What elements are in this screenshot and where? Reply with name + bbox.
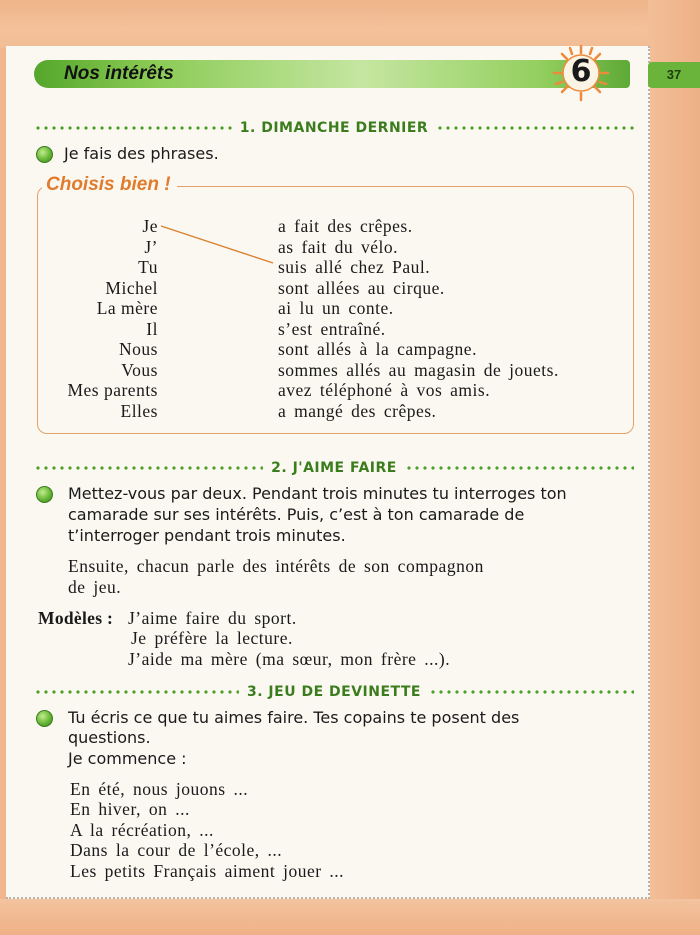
subject-item: La mère [96,298,158,318]
models-label: Modèles : [38,608,114,628]
subject-item: J’ [144,236,158,257]
sentence-starter: En hiver, on ... [70,799,190,819]
model-sentence: J’aime faire du sport. [128,608,297,628]
section-3-instruction-line: Tu écris ce que tu aimes faire. Tes copains te posent des [68,708,520,727]
predicate-item: as fait du vélo. [278,236,399,257]
predicate-item: sont allées au cirque. [278,277,445,298]
page-title: Nos intérêts [64,63,174,84]
section-2-followup-line: de jeu. [68,577,122,597]
sentence-starter: En été, nous jouons ... [70,779,249,799]
section-3-heading: 3. JEU DE DEVINETTE [247,684,421,700]
model-sentence: J’aide ma mère (ma sœur, mon frère ...). [128,649,451,669]
predicate-item: avez téléphoné à vos amis. [278,380,491,400]
section-2-instruction-line: camarade sur ses intérêts. Puis, c’est à ton camarade de [68,505,525,524]
section-2-instruction-line: t’interroger pendant trois minutes. [68,526,346,545]
section-3-heading-row [34,682,634,702]
subject-item: Mes parents [67,380,158,400]
dotted-rule [34,690,239,694]
model-sentence: Je préfère la lecture. [131,628,293,648]
section-2-followup-line: Ensuite, chacun parle des intérêts de son compagnon [68,556,484,576]
green-bullet-icon [36,486,53,503]
subject-item: Elles [120,400,158,421]
sentence-starter: Les petits Français aiment jouer ... [70,861,345,881]
predicate-item: sont allés à la campagne. [278,339,477,359]
dotted-rule [34,466,263,470]
dotted-rule [429,690,634,694]
section-3-prompt: Je commence : [68,749,187,768]
page-number: 37 [666,67,682,82]
section-2-instruction-line: Mettez-vous par deux. Pendant trois minutes tu interroges ton [68,484,567,503]
section-2-heading: 2. J'AIME FAIRE [271,460,397,476]
section-3-instruction-line: questions. [68,728,151,747]
subject-item: Tu [138,257,158,277]
subject-item: Vous [121,359,158,380]
predicate-item: a mangé des crêpes. [278,400,437,421]
dotted-rule [405,466,634,470]
sentence-starter: A la récréation, ... [70,820,214,840]
section-2-heading-row [34,458,634,478]
section-1-instruction: Je fais des phrases. [64,144,219,163]
subject-item: Michel [105,277,158,298]
predicate-item: sommes allés au magasin de jouets. [278,359,559,380]
subject-item: Nous [119,339,158,359]
subject-item: Je [142,216,158,236]
subject-item: Il [146,318,158,339]
predicate-item: ai lu un conte. [278,298,394,318]
predicate-item: suis allé chez Paul. [278,257,431,277]
unit-number: 6 [570,54,592,89]
section-1-heading: 1. DIMANCHE DERNIER [239,120,429,136]
predicate-item: a fait des crêpes. [278,216,413,236]
sentence-starter: Dans la cour de l’école, ... [70,840,283,860]
green-bullet-icon [36,710,53,727]
predicate-item: s’est entraîné. [278,318,386,339]
choice-box-label: Choisis bien ! [42,173,177,197]
